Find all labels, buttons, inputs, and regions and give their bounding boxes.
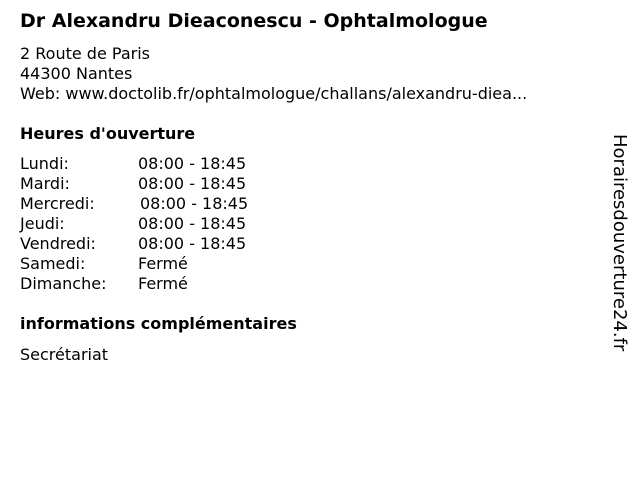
hours-row-thursday xyxy=(20,214,320,234)
day-label: Lundi: xyxy=(20,154,69,173)
address-street: 2 Route de Paris xyxy=(20,44,150,63)
business-title: Dr Alexandru Dieaconescu - Ophtalmologue xyxy=(20,10,488,32)
day-hours: 08:00 - 18:45 xyxy=(138,234,247,253)
day-label: Mercredi: xyxy=(20,194,95,213)
hours-row-wednesday xyxy=(20,194,320,214)
day-label: Samedi: xyxy=(20,254,86,273)
day-label: Dimanche: xyxy=(20,274,107,293)
address-city: 44300 Nantes xyxy=(20,64,133,83)
day-label: Jeudi: xyxy=(20,214,65,233)
hours-row-saturday xyxy=(20,254,320,274)
day-hours: 08:00 - 18:45 xyxy=(138,174,247,193)
day-hours: 08:00 - 18:45 xyxy=(140,194,249,213)
site-watermark: Horairesdouverture24.fr xyxy=(609,134,630,352)
hours-row-sunday xyxy=(20,274,320,294)
day-hours: 08:00 - 18:45 xyxy=(138,214,247,233)
website-link[interactable]: Web: www.doctolib.fr/ophtalmologue/challans/alexandru-diea... xyxy=(20,84,528,103)
hours-row-monday xyxy=(20,154,320,174)
opening-hours-heading: Heures d'ouverture xyxy=(20,124,196,143)
day-hours: 08:00 - 18:45 xyxy=(138,154,247,173)
day-hours: Fermé xyxy=(138,254,188,273)
additional-info-heading: informations complémentaires xyxy=(20,314,297,333)
hours-row-friday xyxy=(20,234,320,254)
day-label: Mardi: xyxy=(20,174,70,193)
additional-info-text: Secrétariat xyxy=(20,345,109,364)
day-label: Vendredi: xyxy=(20,234,96,253)
day-hours: Fermé xyxy=(138,274,188,293)
hours-row-tuesday xyxy=(20,174,320,194)
